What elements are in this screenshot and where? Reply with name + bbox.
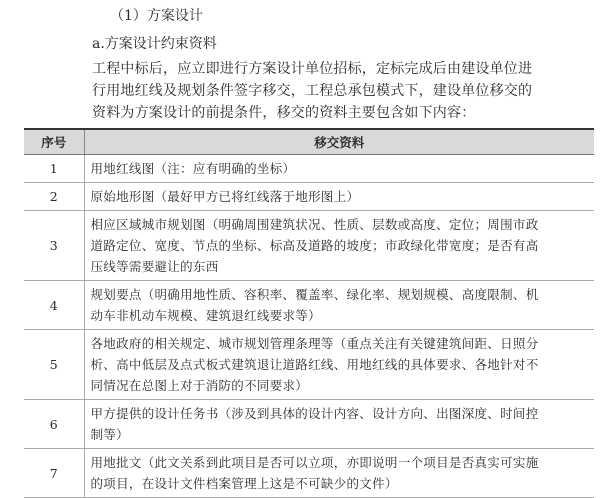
row-material-line: 用地批文（此文关系到此项目是否可以立项，亦即说明一个项目是否真实可实施 [90, 455, 539, 470]
row-number: 7 [24, 449, 84, 498]
table-row [24, 330, 594, 400]
row-material-line: 同情况在总图上对于消防的不同要求） [90, 378, 309, 393]
row-material-line: 析、高中低层及点式板式建筑退让道路红线、用地红线的具体要求、各地针对不 [90, 357, 539, 372]
paragraph-line: 资料为方案设计的前提条件，移交的资料主要包含如下内容： [92, 105, 476, 121]
row-material-line: 规划要点（明确用地性质、容积率、覆盖率、绿化率、规划规模、高度限制、机 [90, 287, 539, 302]
row-material [84, 155, 594, 183]
row-material [84, 400, 594, 449]
table-row [24, 183, 594, 211]
row-material [84, 281, 594, 330]
table-row [24, 211, 594, 281]
section-heading: （1）方案设计 [110, 8, 203, 24]
row-material-line: 动车非机动车规模、建筑退红线要求等） [90, 308, 321, 323]
header-materials: 移交资料 [84, 129, 594, 155]
row-material-line: 道路定位、宽度、节点的坐标、标高及道路的坡度；市政绿化带宽度；是否有高 [90, 238, 539, 253]
table-row [24, 155, 594, 183]
row-material-line: 各地政府的相关规定、城市规划管理条理等（重点关注有关键建筑间距、日照分 [90, 336, 539, 351]
table-header-row [24, 129, 594, 155]
row-number: 4 [24, 281, 84, 330]
row-material-line: 压线等需要避让的东西 [90, 259, 219, 274]
row-number: 5 [24, 330, 84, 400]
paragraph-line: 行用地红线及规划条件签字移交，工程总承包模式下，建设单位移交的 [92, 83, 533, 99]
row-number: 3 [24, 211, 84, 281]
row-material [84, 183, 594, 211]
table-row [24, 281, 594, 330]
row-material-line: 原始地形图（最好甲方已将红线落于地形图上） [90, 189, 360, 204]
row-material [84, 330, 594, 400]
section-subheading: a.方案设计约束资料 [92, 36, 217, 52]
intro-paragraph [92, 58, 592, 124]
row-number: 1 [24, 155, 84, 183]
materials-table [24, 128, 594, 498]
header-serial-number: 序号 [24, 129, 84, 155]
row-material-line: 相应区域城市规划图（明确周围建筑状况、性质、层数或高度、定位；周围市政 [90, 217, 539, 232]
row-material-line: 用地红线图（注：应有明确的坐标） [90, 161, 296, 176]
table-row [24, 400, 594, 449]
row-material [84, 449, 594, 498]
row-material [84, 211, 594, 281]
paragraph-line: 工程中标后，应立即进行方案设计单位招标，定标完成后由建设单位进 [92, 61, 533, 77]
row-material-line: 甲方提供的设计任务书（涉及到具体的设计内容、设计方向、出图深度、时间控 [90, 406, 539, 421]
row-number: 2 [24, 183, 84, 211]
row-number: 6 [24, 400, 84, 449]
row-material-line: 的项目，在设计文件档案管理上这是不可缺少的文件） [90, 476, 398, 491]
row-material-line: 制等） [90, 427, 129, 442]
table-row [24, 449, 594, 498]
